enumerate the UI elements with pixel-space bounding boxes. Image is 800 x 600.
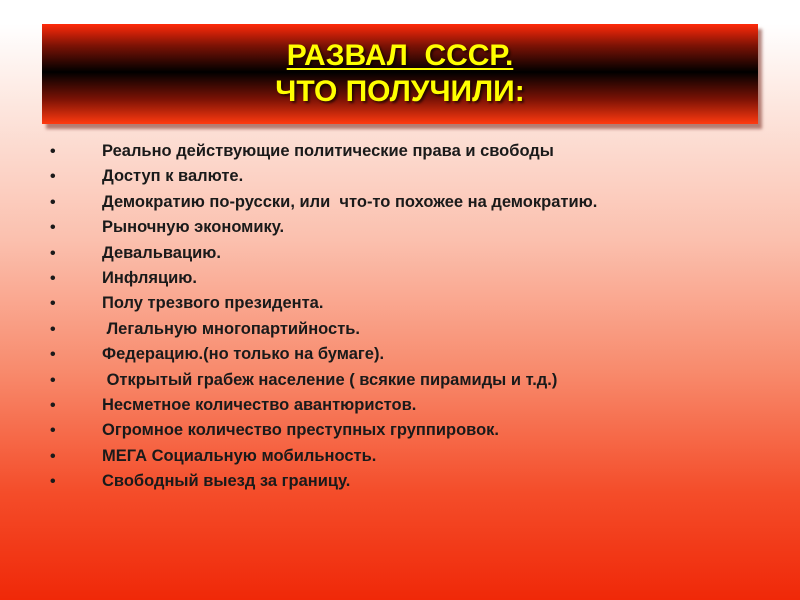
bullet-icon: • (50, 346, 56, 364)
list-item-text: Демократию по-русски, или что-то похожее на демократию. (102, 192, 598, 211)
bullet-icon: • (50, 320, 56, 338)
bullet-list (50, 143, 750, 498)
list-item (50, 143, 750, 160)
list-item-text: МЕГА Социальную мобильность. (102, 446, 377, 465)
list-item (50, 270, 750, 287)
list-item (50, 346, 750, 363)
bullet-icon: • (50, 473, 56, 491)
list-item-text: Огромное количество преступных группировок. (102, 421, 499, 440)
list-item-text: Свободный выезд за границу. (102, 472, 351, 491)
list-item (50, 219, 750, 236)
list-item (50, 473, 750, 490)
bullet-icon: • (50, 143, 56, 160)
list-item-text: Полу трезвого президента. (102, 294, 324, 313)
list-item (50, 194, 750, 211)
list-item-text: Рыночную экономику. (102, 218, 285, 237)
list-item (50, 168, 750, 185)
bullet-icon: • (50, 168, 56, 186)
list-item-text: Реально действующие политические права и свободы (102, 142, 554, 160)
list-item (50, 321, 750, 338)
list-item-text: Девальвацию. (102, 243, 221, 262)
bullet-icon: • (50, 219, 56, 237)
bullet-icon: • (50, 447, 56, 465)
list-item-text: Несметное количество авантюристов. (102, 395, 417, 414)
bullet-icon: • (50, 269, 56, 287)
list-item-text: Открытый грабеж население ( всякие пирамиды и т.д.) (102, 370, 558, 389)
list-item-text: Доступ к валюте. (102, 167, 244, 186)
list-item-text: Инфляцию. (102, 268, 197, 287)
list-item (50, 245, 750, 262)
bullet-icon: • (50, 396, 56, 414)
list-item-text: Федерацию.(но только на бумаге). (102, 345, 385, 364)
bullet-icon: • (50, 422, 56, 440)
title-line-1: РАЗВАЛ СССР. (286, 39, 514, 72)
list-item-text: Легальную многопартийность. (102, 319, 361, 338)
list-item (50, 295, 750, 312)
title-line-2: ЧТО ПОЛУЧИЛИ: (275, 75, 525, 108)
list-item (50, 422, 750, 439)
bullet-icon: • (50, 193, 56, 211)
title-banner (42, 24, 758, 124)
list-item (50, 372, 750, 389)
list-item (50, 448, 750, 465)
list-item (50, 397, 750, 414)
bullet-icon: • (50, 295, 56, 313)
bullet-icon: • (50, 244, 56, 262)
bullet-icon: • (50, 371, 56, 389)
